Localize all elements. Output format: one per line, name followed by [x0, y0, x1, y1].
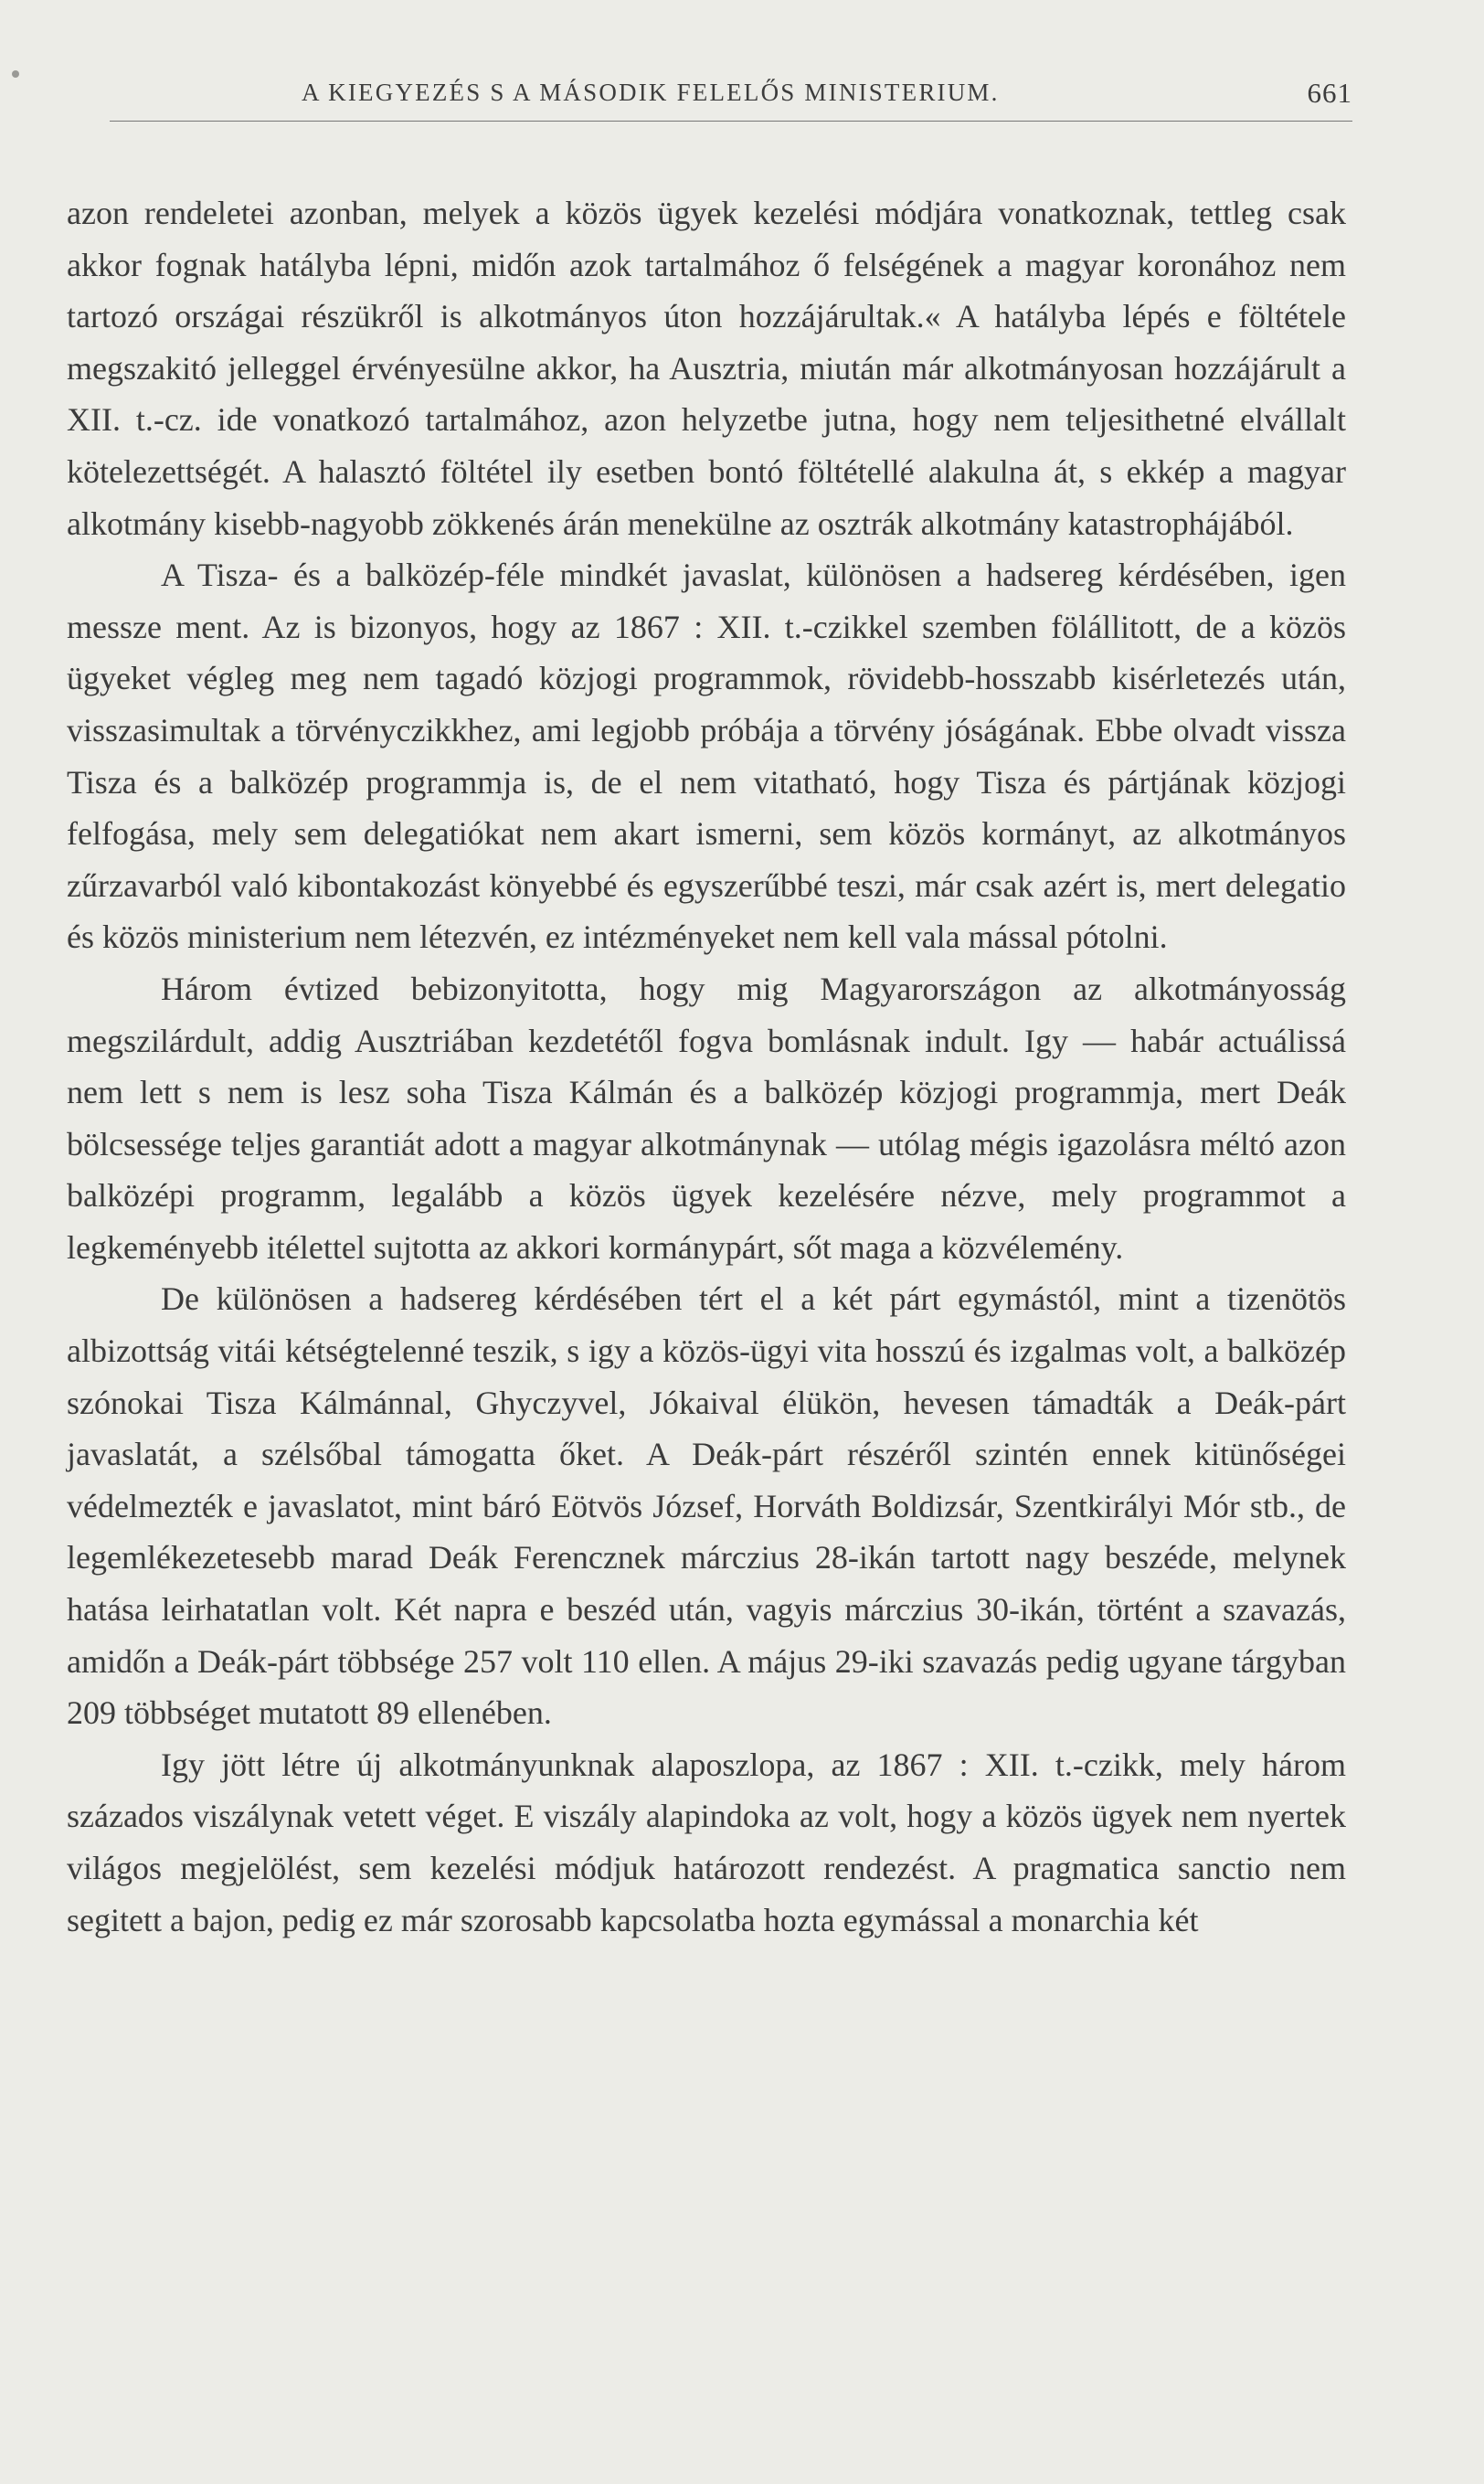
paragraph: azon rendeletei azonban, melyek a közös ügyek kezelési módjára vonatkoznak, tettleg csak akkor fognak hatályba lépni, midőn azok tartalmához ő felségének a magyar koronához nem tartozó országai részükről is alkotmányos úton hozzájárultak.« A hatályba lépés e föltétele megszakitó jelleggel érvényesülne akkor, ha Ausztria, miután már alkotmányosan hozzájárult a XII. t.-cz. ide vonatkozó tartalmához, azon helyzetbe jutna, hogy nem teljesithetné elvállalt kötelezettségét. A halasztó föltétel ily esetben bontó föltétellé alakulna át, s ekkép a magyar alkotmány kisebb-nagyobb zökkenés árán menekülne az osztrák alkotmány katastrophájából.: [67, 195, 1346, 542]
page-number: 661: [1307, 77, 1352, 109]
paragraph: Három évtized bebizonyitotta, hogy mig Magyarországon az alkotmányosság megszilárdult, addig Ausztriában kezdetétől fogva bomlásnak indult. Igy — habár actuálissá nem lett s nem is lesz soha Tisza Kálmán és a balközép közjogi programmja, mert Deák bölcsessége teljes garantiát adott a magyar alkotmánynak — utólag mégis igazolásra méltó azon balközépi programm, legalább a közös ügyek kezelésére nézve, mely programmot a legkeményebb itélettel sujtotta az akkori kormánypárt, sőt maga a közvélemény.: [67, 970, 1346, 1266]
paragraph: A Tisza- és a balközép-féle mindkét javaslat, különösen a hadsereg kérdésében, igen messze ment. Az is bizonyos, hogy az 1867 : XII. t.-czikkel szemben fölállitott, de a közös ügyeket végleg meg nem tagadó közjogi programmok, rövidebb-hosszabb kisérletezés után, visszasimultak a törvényczikkhez, ami legjobb próbája a törvény jóságának. Ebbe olvadt vissza Tisza és a balközép programmja is, de el nem vitatható, hogy Tisza és pártjának közjogi felfogása, mely sem delegatiókat nem akart ismerni, sem közös kormányt, az alkotmányos zűrzavarból való kibontakozást könyebbé és egyszerűbbé teszi, már csak azért is, mert delegatio és közös ministerium nem létezvén, ez intézményeket nem kell vala mással pótolni.: [67, 557, 1346, 956]
running-title: A KIEGYEZÉS S A MÁSODIK FELELŐS MINISTERIUM.: [302, 79, 1000, 106]
body-text: [67, 187, 1346, 1946]
header-rule: [110, 121, 1352, 122]
paragraph: Igy jött létre új alkotmányunknak alaposzlopa, az 1867 : XII. t.-czikk, mely három százados viszálynak vetett véget. E viszály alapindoka az volt, hogy a közös ügyek nem nyertek világos megjelölést, sem kezelési módjuk határozott rendezést. A pragmatica sanctio nem segitett a bajon, pedig ez már szorosabb kapcsolatba hozta egymással a monarchia két: [67, 1746, 1346, 1938]
paragraph: De különösen a hadsereg kérdésében tért el a két párt egymástól, mint a tizenötös albizottság vitái kétségtelenné teszik, s igy a közös-ügyi vita hosszú és izgalmas volt, a balközép szónokai Tisza Kálmánnal, Ghyczyvel, Jókaival élükön, hevesen támadták a Deák-párt javaslatát, a szélsőbal támogatta őket. A Deák-párt részéről szintén ennek kitünőségei védelmezték e javaslatot, mint báró Eötvös József, Horváth Boldizsár, Szentkirályi Mór stb., de legemlékezetesebb marad Deák Ferencznek márczius 28-ikán tartott nagy beszéde, melynek hatása leirhatatlan volt. Két napra e beszéd után, vagyis márczius 30-ikán, történt a szavazás, amidőn a Deák-párt többsége 257 volt 110 ellen. A május 29-iki szavazás pedig ugyane tárgyban 209 többséget mutatott 89 ellenében.: [67, 1280, 1346, 1732]
page-header: [302, 79, 1352, 115]
ink-dot: [12, 70, 19, 78]
